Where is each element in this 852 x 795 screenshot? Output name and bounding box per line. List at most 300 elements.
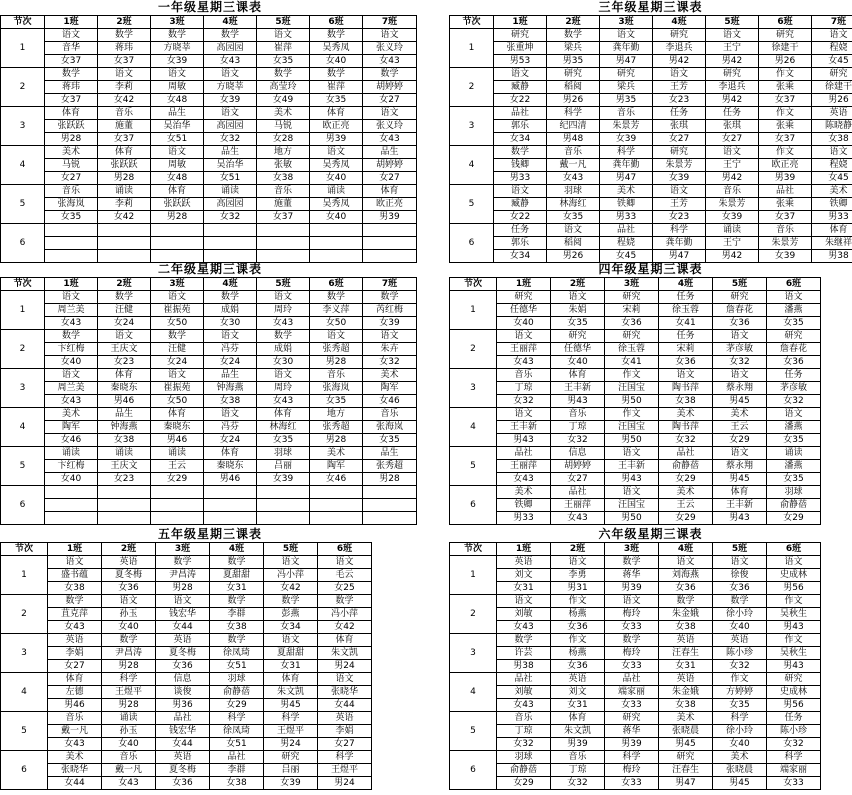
- class-header: 4班: [204, 16, 257, 29]
- lesson-teacher: 徐建干: [812, 80, 852, 93]
- lesson-teacher-info: 女37: [759, 132, 811, 145]
- lesson-subject: 数学: [326, 69, 345, 79]
- period-number: 4: [450, 408, 497, 447]
- period-number: 5: [1, 712, 48, 751]
- lesson-teacher-info: 女34: [494, 249, 546, 262]
- lesson-subject: 英语: [335, 713, 354, 723]
- class-header: 4班: [659, 543, 713, 556]
- lesson-teacher: 崔萍: [310, 80, 362, 93]
- lesson-teacher-info: 女35: [547, 210, 599, 223]
- lesson-teacher-info: [363, 249, 416, 262]
- lesson-teacher-info: 女29: [659, 472, 712, 485]
- lesson-teacher-info: 女29: [767, 511, 820, 524]
- class-header: 3班: [156, 543, 210, 556]
- lesson-teacher-info: [98, 511, 150, 524]
- lesson-subject: 品生: [220, 370, 239, 380]
- lesson-subject: 品生: [380, 448, 399, 458]
- lesson-cell: [706, 146, 759, 185]
- lesson-teacher-info: 女30: [204, 316, 256, 329]
- lesson-teacher-info: 女36: [156, 659, 209, 672]
- lesson-subject: 品社: [676, 448, 695, 458]
- lesson-subject: 英语: [676, 674, 695, 684]
- lesson-teacher-info: 女22: [494, 93, 546, 106]
- timetable-grade6: [449, 527, 852, 795]
- lesson-teacher-info: 男39: [605, 737, 658, 750]
- lesson-teacher: 汪春生: [659, 763, 712, 776]
- lesson-subject: 美术: [380, 370, 399, 380]
- lesson-subject: 美术: [326, 448, 345, 458]
- lesson-teacher-info: 女23: [653, 93, 705, 106]
- lesson-cell: [257, 369, 310, 408]
- lesson-teacher-info: 女33: [605, 620, 658, 633]
- lesson-subject: 体育: [326, 108, 345, 118]
- lesson-teacher-info: 男42: [653, 54, 705, 67]
- lesson-teacher: 陶军: [45, 420, 97, 433]
- lesson-cell: [713, 408, 767, 447]
- lesson-teacher: 吕丽: [264, 763, 317, 776]
- lesson-teacher-info: [257, 249, 309, 262]
- lesson-teacher-info: 男46: [151, 433, 203, 446]
- lesson-subject: 语文: [281, 635, 300, 645]
- lesson-cell: [605, 595, 659, 634]
- lesson-teacher: 彭燕: [264, 607, 317, 620]
- lesson-teacher-info: 女40: [497, 316, 550, 329]
- lesson-subject: 信息: [173, 674, 192, 684]
- lesson-teacher: 程娆: [812, 41, 852, 54]
- lesson-teacher-info: 女29: [659, 511, 712, 524]
- lesson-cell: [257, 330, 310, 369]
- lesson-cell: [713, 634, 767, 673]
- lesson-subject: [204, 224, 256, 236]
- lesson-subject: 数学: [273, 69, 292, 79]
- lesson-teacher: 李义萍: [310, 303, 362, 316]
- lesson-teacher: 王云: [151, 459, 203, 472]
- lesson-subject: 科学: [669, 225, 688, 235]
- lesson-teacher: 秦晓东: [98, 381, 150, 394]
- lesson-teacher-info: 男42: [706, 171, 758, 184]
- lesson-cell: [156, 556, 210, 595]
- lesson-subject: [98, 224, 150, 236]
- lesson-teacher-info: 女44: [156, 620, 209, 633]
- lesson-cell: [497, 673, 551, 712]
- lesson-cell: [713, 556, 767, 595]
- lesson-teacher: 马锐: [257, 119, 309, 132]
- lesson-teacher-info: 男45: [659, 737, 712, 750]
- lesson-subject: 语文: [380, 331, 399, 341]
- lesson-subject: 诵读: [784, 448, 803, 458]
- lesson-teacher: [98, 236, 150, 249]
- lesson-cell: [767, 369, 821, 408]
- period-row: [450, 107, 852, 146]
- lesson-subject: 语文: [784, 409, 803, 419]
- lesson-teacher: 陈小珍: [767, 724, 820, 737]
- lesson-cell: [98, 185, 151, 224]
- schedule-table: [0, 277, 417, 525]
- lesson-teacher-info: 女43: [547, 171, 599, 184]
- lesson-subject: 任务: [784, 713, 803, 723]
- lesson-subject: 品生: [380, 147, 399, 157]
- lesson-cell: [497, 712, 551, 751]
- lesson-subject: 语文: [510, 186, 529, 196]
- header-row: [1, 278, 417, 291]
- lesson-subject: 体育: [220, 448, 239, 458]
- lesson-subject: 数学: [514, 635, 533, 645]
- period-number: 1: [450, 291, 497, 330]
- lesson-teacher: 詹春花: [713, 303, 766, 316]
- lesson-teacher-info: 女43: [45, 316, 97, 329]
- lesson-cell: [151, 146, 204, 185]
- lesson-teacher: 铁卿: [497, 498, 550, 511]
- lesson-cell: [653, 107, 706, 146]
- lesson-cell: [759, 185, 812, 224]
- lesson-teacher: 夏冬梅: [102, 568, 155, 581]
- lesson-teacher-info: 女33: [767, 776, 820, 789]
- lesson-teacher: 王丰新: [605, 459, 658, 472]
- lesson-cell: [551, 330, 605, 369]
- period-row: [1, 486, 417, 525]
- lesson-subject: 科学: [616, 147, 635, 157]
- lesson-teacher: 芮红梅: [363, 303, 416, 316]
- lesson-teacher: 崔振苑: [151, 381, 203, 394]
- lesson-teacher: 杨燕: [551, 646, 604, 659]
- lesson-cell: [551, 369, 605, 408]
- lesson-teacher: 任德华: [497, 303, 550, 316]
- lesson-subject: 语文: [281, 557, 300, 567]
- lesson-subject: 科学: [119, 674, 138, 684]
- lesson-cell: [605, 751, 659, 790]
- lesson-teacher-info: 女39: [204, 93, 256, 106]
- lesson-teacher-info: 女43: [48, 620, 101, 633]
- lesson-subject: 语文: [273, 30, 292, 40]
- period-header: 节次: [450, 543, 497, 556]
- lesson-subject: 英语: [119, 557, 138, 567]
- lesson-subject: 语文: [380, 108, 399, 118]
- lesson-teacher: 王宁: [706, 41, 758, 54]
- period-row: [1, 68, 417, 107]
- lesson-subject: 英语: [676, 635, 695, 645]
- lesson-cell: [310, 447, 363, 486]
- period-number: 5: [450, 712, 497, 751]
- lesson-subject: 音乐: [273, 186, 292, 196]
- lesson-teacher-info: 女45: [812, 54, 852, 67]
- lesson-teacher-info: 女29: [151, 472, 203, 485]
- lesson-teacher-info: 男28: [310, 433, 362, 446]
- lesson-cell: [659, 330, 713, 369]
- period-number: 4: [450, 146, 494, 185]
- lesson-teacher: 高园园: [204, 119, 256, 132]
- lesson-teacher: 陶书萍: [659, 381, 712, 394]
- lesson-subject: 研究: [775, 30, 794, 40]
- lesson-teacher: 张晓华: [48, 763, 101, 776]
- lesson-cell: [759, 146, 812, 185]
- lesson-cell: [605, 447, 659, 486]
- lesson-cell: [363, 408, 417, 447]
- lesson-subject: 作文: [784, 635, 803, 645]
- lesson-teacher: 卞红梅: [45, 342, 97, 355]
- lesson-teacher: [363, 236, 416, 249]
- lesson-teacher-info: 女40: [102, 737, 155, 750]
- lesson-cell: [310, 369, 363, 408]
- lesson-subject: 任务: [784, 370, 803, 380]
- lesson-teacher: 李莉: [98, 80, 150, 93]
- lesson-subject: 信息: [568, 448, 587, 458]
- lesson-subject: 数学: [335, 596, 354, 606]
- period-row: [450, 486, 821, 525]
- lesson-teacher-info: 男35: [600, 93, 652, 106]
- lesson-cell: [318, 634, 372, 673]
- lesson-subject: 语文: [669, 186, 688, 196]
- lesson-cell: [102, 751, 156, 790]
- lesson-teacher: 李退兵: [706, 80, 758, 93]
- lesson-subject: 数学: [61, 69, 80, 79]
- lesson-teacher-info: 女27: [318, 737, 371, 750]
- lesson-subject: 科学: [281, 713, 300, 723]
- lesson-teacher-info: [204, 249, 256, 262]
- lesson-teacher: 张跃跃: [151, 197, 203, 210]
- lesson-teacher: 刘海燕: [659, 568, 712, 581]
- lesson-cell: [204, 408, 257, 447]
- lesson-subject: 诵读: [119, 713, 138, 723]
- lesson-cell: [310, 291, 363, 330]
- period-row: [450, 595, 821, 634]
- lesson-cell: [713, 291, 767, 330]
- lesson-subject: 研究: [281, 752, 300, 762]
- lesson-teacher: 王宁: [706, 236, 758, 249]
- lesson-subject: 研究: [784, 331, 803, 341]
- lesson-teacher: 朱文凯: [264, 685, 317, 698]
- period-number: 6: [1, 486, 45, 525]
- lesson-teacher: 张琪: [653, 119, 705, 132]
- lesson-teacher-info: [45, 511, 97, 524]
- lesson-subject: 数学: [622, 635, 641, 645]
- lesson-subject: 研究: [722, 69, 741, 79]
- lesson-teacher: 胡婷婷: [363, 80, 416, 93]
- lesson-subject: 作文: [775, 108, 794, 118]
- lesson-subject: 语文: [326, 147, 345, 157]
- period-number: 2: [1, 68, 45, 107]
- lesson-teacher: 周敏: [151, 80, 203, 93]
- lesson-subject: 地方: [326, 409, 345, 419]
- lesson-teacher-info: 女32: [659, 433, 712, 446]
- lesson-teacher-info: 女35: [310, 394, 362, 407]
- class-header: 1班: [497, 278, 551, 291]
- lesson-teacher: 张乘: [759, 119, 811, 132]
- lesson-cell: [547, 29, 600, 68]
- lesson-cell: [102, 712, 156, 751]
- lesson-teacher: 郭乐: [494, 236, 546, 249]
- lesson-subject: 音乐: [61, 186, 80, 196]
- lesson-teacher: 李娟: [48, 646, 101, 659]
- lesson-teacher: 方晓莘: [151, 41, 203, 54]
- lesson-subject: 诵读: [61, 448, 80, 458]
- lesson-subject: 美术: [514, 487, 533, 497]
- lesson-teacher: 王丽萍: [497, 459, 550, 472]
- lesson-teacher-info: 男28: [151, 210, 203, 223]
- period-number: 6: [1, 224, 45, 263]
- lesson-cell: [48, 634, 102, 673]
- lesson-subject: [151, 486, 203, 498]
- period-header: 节次: [450, 16, 494, 29]
- period-row: [1, 330, 417, 369]
- lesson-cell: [363, 68, 417, 107]
- lesson-cell: [204, 224, 257, 263]
- lesson-subject: 语文: [622, 487, 641, 497]
- lesson-cell: [257, 291, 310, 330]
- timetable-grade4: [449, 262, 852, 523]
- period-number: 5: [1, 447, 45, 486]
- lesson-teacher: 高园园: [204, 197, 256, 210]
- lesson-teacher: 成娟: [257, 342, 309, 355]
- lesson-teacher-info: 女51: [151, 132, 203, 145]
- lesson-teacher: 潘燕: [767, 459, 820, 472]
- lesson-teacher: 龚年勤: [600, 158, 652, 171]
- lesson-teacher: 丁琼: [551, 763, 604, 776]
- lesson-teacher: 王丰新: [497, 420, 550, 433]
- lesson-subject: 体育: [730, 487, 749, 497]
- lesson-cell: [204, 185, 257, 224]
- lesson-cell: [767, 556, 821, 595]
- lesson-cell: [204, 486, 257, 525]
- period-number: 1: [1, 291, 45, 330]
- lesson-cell: [497, 408, 551, 447]
- period-row: [1, 29, 417, 68]
- lesson-teacher-info: 女46: [45, 433, 97, 446]
- lesson-cell: [767, 486, 821, 525]
- lesson-subject: 品社: [514, 674, 533, 684]
- lesson-teacher: 周兰美: [45, 381, 97, 394]
- period-number: 6: [450, 486, 497, 525]
- lesson-teacher: 王煜平: [264, 724, 317, 737]
- lesson-subject: 数学: [227, 557, 246, 567]
- lesson-cell: [318, 751, 372, 790]
- lesson-subject: 语文: [669, 69, 688, 79]
- lesson-teacher-info: 女34: [264, 620, 317, 633]
- timetable-title: 三年级星期三课表: [598, 0, 703, 14]
- lesson-teacher-info: 女23: [98, 472, 150, 485]
- lesson-teacher: 陈小珍: [713, 646, 766, 659]
- lesson-teacher: 吴秀凤: [310, 197, 362, 210]
- lesson-teacher-info: 女36: [156, 776, 209, 789]
- period-row: [1, 712, 372, 751]
- lesson-subject: 语文: [61, 30, 80, 40]
- period-number: 4: [450, 673, 497, 712]
- lesson-cell: [156, 712, 210, 751]
- lesson-teacher: 成娟: [204, 303, 256, 316]
- lesson-cell: [318, 673, 372, 712]
- lesson-teacher: 宋莉: [605, 303, 658, 316]
- lesson-cell: [659, 751, 713, 790]
- lesson-subject: [310, 224, 362, 236]
- lesson-subject: 体育: [335, 635, 354, 645]
- lesson-subject: 诵读: [114, 186, 133, 196]
- lesson-cell: [98, 408, 151, 447]
- lesson-teacher-info: 女32: [497, 737, 550, 750]
- lesson-teacher: 王庆文: [98, 459, 150, 472]
- period-row: [450, 447, 821, 486]
- lesson-subject: 语文: [722, 147, 741, 157]
- period-row: [1, 634, 372, 673]
- lesson-cell: [605, 634, 659, 673]
- lesson-teacher: 朱金娥: [659, 607, 712, 620]
- lesson-teacher-info: 女27: [48, 659, 101, 672]
- lesson-subject: 数学: [167, 30, 186, 40]
- lesson-teacher: 卞红梅: [45, 459, 97, 472]
- lesson-teacher-info: 女43: [363, 132, 416, 145]
- lesson-cell: [210, 595, 264, 634]
- lesson-subject: 体育: [61, 108, 80, 118]
- lesson-teacher: 崔萍: [257, 41, 309, 54]
- lesson-subject: 数学: [114, 292, 133, 302]
- lesson-teacher: 詹春花: [767, 342, 820, 355]
- lesson-subject: 语文: [326, 331, 345, 341]
- lesson-teacher: [45, 498, 97, 511]
- lesson-cell: [257, 486, 310, 525]
- class-header: 1班: [497, 543, 551, 556]
- lesson-cell: [713, 330, 767, 369]
- class-header: 4班: [204, 278, 257, 291]
- lesson-teacher-info: 女37: [45, 54, 97, 67]
- lesson-teacher: 汪国宝: [605, 381, 658, 394]
- class-header: 2班: [551, 543, 605, 556]
- lesson-teacher: 蒋华: [605, 724, 658, 737]
- lesson-teacher-info: 女43: [551, 511, 604, 524]
- lesson-teacher: 俞静蓓: [659, 459, 712, 472]
- timetable-title: 一年级星期三课表: [157, 0, 262, 14]
- lesson-teacher-info: 女40: [102, 620, 155, 633]
- lesson-cell: [363, 330, 417, 369]
- lesson-teacher-info: 女27: [363, 171, 416, 184]
- lesson-subject: 数学: [510, 147, 529, 157]
- lesson-teacher-info: 女33: [605, 776, 658, 789]
- lesson-subject: 羽球: [227, 674, 246, 684]
- lesson-teacher: 吴秀凤: [310, 41, 362, 54]
- lesson-teacher-info: 女39: [363, 316, 416, 329]
- period-number: 2: [450, 330, 497, 369]
- lesson-cell: [257, 408, 310, 447]
- lesson-cell: [210, 634, 264, 673]
- lesson-subject: [363, 486, 416, 498]
- lesson-teacher-info: [310, 511, 362, 524]
- lesson-teacher: 谈俊: [156, 685, 209, 698]
- lesson-cell: [363, 29, 417, 68]
- lesson-teacher: 戴一凡: [547, 158, 599, 171]
- lesson-cell: [363, 146, 417, 185]
- lesson-teacher: 尹昌涛: [102, 646, 155, 659]
- lesson-teacher: 宋莉: [659, 342, 712, 355]
- lesson-cell: [310, 408, 363, 447]
- lesson-subject: [310, 486, 362, 498]
- lesson-teacher-info: 男56: [767, 698, 820, 711]
- lesson-cell: [713, 673, 767, 712]
- lesson-cell: [600, 29, 653, 68]
- lesson-cell: [605, 369, 659, 408]
- lesson-cell: [257, 146, 310, 185]
- lesson-teacher: 吴秋生: [767, 646, 820, 659]
- lesson-teacher-info: 女36: [713, 581, 766, 594]
- lesson-teacher-info: 女48: [151, 93, 203, 106]
- lesson-teacher-info: [257, 511, 309, 524]
- lesson-teacher-info: 女43: [257, 394, 309, 407]
- period-row: [1, 751, 372, 790]
- header-row: [1, 16, 417, 29]
- lesson-teacher: 钟海燕: [98, 420, 150, 433]
- lesson-subject: 研究: [510, 30, 529, 40]
- lesson-subject: 任务: [669, 108, 688, 118]
- lesson-cell: [547, 224, 600, 263]
- lesson-cell: [151, 291, 204, 330]
- lesson-subject: 语文: [273, 292, 292, 302]
- lesson-cell: [151, 224, 204, 263]
